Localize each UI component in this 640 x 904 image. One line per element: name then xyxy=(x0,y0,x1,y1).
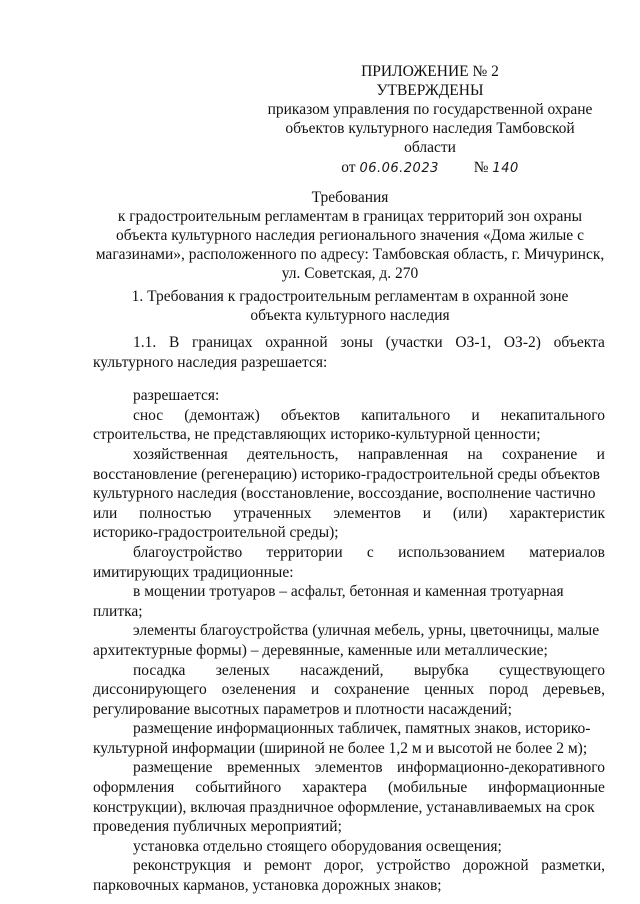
document-body xyxy=(93,333,605,896)
section-1-heading xyxy=(100,287,600,325)
paragraph-paving-line-1: в мощении тротуаров – асфальт, бетонная и каменная тротуарная xyxy=(133,583,564,601)
section-1-line-2: объекта культурного наследия xyxy=(250,307,450,324)
order-date-number-row xyxy=(250,158,610,178)
paragraph-temporary-line-2: оформления событийного характера (мобильные информационные xyxy=(93,779,605,797)
paragraph-roads-line-2: парковочных карманов, установка дорожных знаков; xyxy=(93,877,442,895)
document-title xyxy=(90,188,610,283)
title-line-4: ул. Советская, д. 270 xyxy=(281,265,419,282)
paragraph-1-1-line-1: 1.1. В границах охранной зоны (участки ОЗ-1, ОЗ-2) объекта xyxy=(133,334,605,351)
title-line-2: объекта культурного наследия регионального значения «Дома жилые с xyxy=(116,227,584,244)
paragraph-lighting: установка отдельно стоящего оборудования освещения; xyxy=(133,837,502,855)
paragraph-planting-line-1: посадка зеленых насаждений, вырубка существующего xyxy=(133,661,605,679)
paragraph-info-plates-line-1: размещение информационных табличек, памятных знаков, историко- xyxy=(133,720,591,738)
date-prefix: от xyxy=(341,159,356,176)
appendix-label: ПРИЛОЖЕНИЕ № 2 xyxy=(361,63,499,80)
paragraph-info-plates-line-2: культурной информации (шириной не более 1,2 м и высотой не более 2 м); xyxy=(93,739,588,757)
paragraph-planting-line-3: регулирование высотных параметров и плотности насаждений; xyxy=(93,700,512,718)
paragraph-landscaping-line-2: имитирующих традиционные: xyxy=(93,563,294,581)
paragraph-elements-line-1: элементы благоустройства (уличная мебель, урны, цветочницы, малые xyxy=(133,622,600,640)
approval-stamp-block xyxy=(250,62,610,178)
handwritten-date: 06.06.2023 xyxy=(359,161,439,176)
paragraph-economic-line-2: восстановление (регенерацию) историко-градостроительной среды объектов xyxy=(93,465,601,483)
number-prefix: № xyxy=(473,159,489,176)
title-line-1: к градостроительным регламентам в границах территорий зон охраны xyxy=(117,208,583,225)
order-line-2: объектов культурного наследия Тамбовской xyxy=(285,120,575,137)
paragraph-economic-line-5: историко-градостроительной среды); xyxy=(93,524,339,542)
paragraph-paving-line-2: плитка; xyxy=(93,602,143,620)
paragraph-landscaping-line-1: благоустройство территории с использованием материалов xyxy=(133,543,605,561)
paragraph-temporary-line-1: размещение временных элементов информационно-декоративного xyxy=(133,759,605,777)
order-line-3: области xyxy=(404,139,456,156)
paragraph-elements-line-2: архитектурные формы) – деревянные, каменные или металлические; xyxy=(93,641,548,659)
title-line-3: магазинами», расположенного по адресу: Тамбовская область, г. Мичуринск, xyxy=(95,246,605,263)
paragraph-allowed: разрешается: xyxy=(133,387,220,405)
order-line-1: приказом управления по государственной охране xyxy=(267,101,593,118)
section-1-line-1: 1. Требования к градостроительным регламентам в охранной зоне xyxy=(131,288,569,305)
paragraph-economic-line-4: или полностью утраченных элементов и (или) характеристик xyxy=(93,504,605,522)
paragraph-planting-line-2: диссонирующего озеленения и сохранение ценных пород деревьев, xyxy=(93,681,605,699)
paragraph-economic-line-3: культурного наследия (восстановление, воссоздание, восполнение частично xyxy=(93,485,596,503)
paragraph-1-1-line-2: культурного наследия разрешается: xyxy=(93,353,328,371)
paragraph-temporary-line-3: конструкции), включая праздничное оформление, устанавливаемых на срок xyxy=(93,798,595,816)
approved-label: УТВЕРЖДЕНЫ xyxy=(376,82,484,99)
paragraph-demolition-line-2: строительства, не представляющих историко-культурной ценности; xyxy=(93,426,541,444)
paragraph-economic-line-1: хозяйственная деятельность, направленная на сохранение и xyxy=(133,445,605,463)
title-heading: Требования xyxy=(311,189,389,206)
paragraph-roads-line-1: реконструкция и ремонт дорог, устройство дорожной разметки, xyxy=(133,857,605,875)
paragraph-temporary-line-4: проведения публичных мероприятий; xyxy=(93,818,342,836)
paragraph-demolition-line-1: снос (демонтаж) объектов капитального и некапитального xyxy=(133,406,605,424)
handwritten-number: 140 xyxy=(492,161,519,176)
